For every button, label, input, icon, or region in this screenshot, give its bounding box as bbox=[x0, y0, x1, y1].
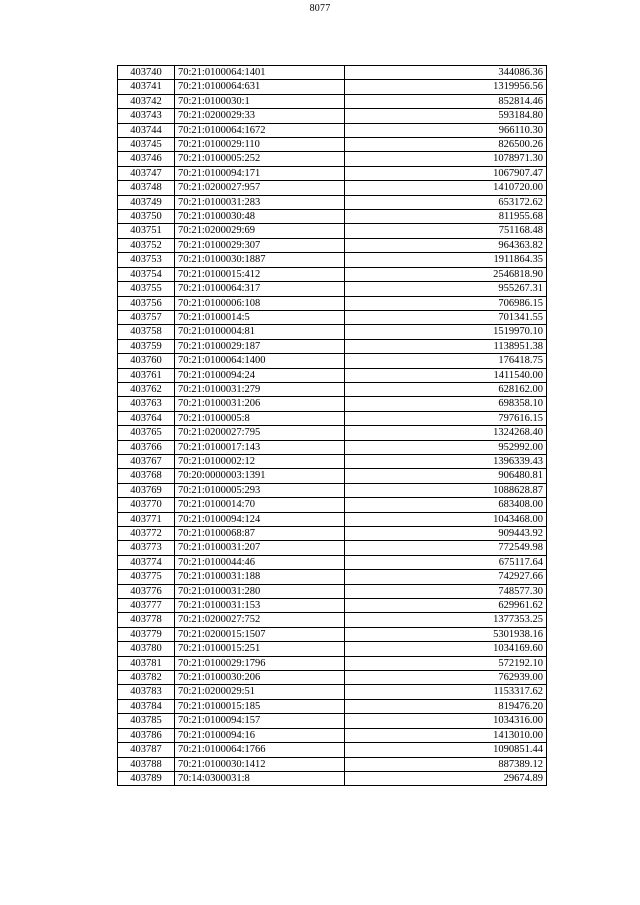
cadastral-number-cell: 70:21:0200015:1507 bbox=[175, 627, 345, 641]
table-row bbox=[118, 656, 547, 670]
table-row bbox=[118, 152, 547, 166]
row-id-cell: 403782 bbox=[118, 671, 175, 685]
table-row bbox=[118, 483, 547, 497]
cadastral-number-cell: 70:21:0100015:412 bbox=[175, 267, 345, 281]
cadastral-number-cell: 70:21:0100031:280 bbox=[175, 584, 345, 598]
cadastral-number-cell: 70:21:0200027:957 bbox=[175, 181, 345, 195]
table-row bbox=[118, 181, 547, 195]
table-row bbox=[118, 80, 547, 94]
row-id-cell: 403771 bbox=[118, 512, 175, 526]
cadastral-number-cell: 70:21:0100031:207 bbox=[175, 541, 345, 555]
cadastral-number-cell: 70:21:0100029:307 bbox=[175, 238, 345, 252]
cadastral-number-cell: 70:21:0100094:24 bbox=[175, 368, 345, 382]
cadastral-number-cell: 70:21:0100094:124 bbox=[175, 512, 345, 526]
table-row bbox=[118, 325, 547, 339]
cadastral-number-cell: 70:21:0200029:33 bbox=[175, 109, 345, 123]
value-cell: 748577.30 bbox=[345, 584, 547, 598]
row-id-cell: 403764 bbox=[118, 411, 175, 425]
value-cell: 29674.89 bbox=[345, 771, 547, 785]
table-row bbox=[118, 599, 547, 613]
cadastral-number-cell: 70:21:0100002:12 bbox=[175, 454, 345, 468]
table-row bbox=[118, 512, 547, 526]
value-cell: 675117.64 bbox=[345, 555, 547, 569]
row-id-cell: 403785 bbox=[118, 714, 175, 728]
value-cell: 593184.80 bbox=[345, 109, 547, 123]
table-row bbox=[118, 426, 547, 440]
cadastral-number-cell: 70:21:0200029:69 bbox=[175, 224, 345, 238]
row-id-cell: 403747 bbox=[118, 166, 175, 180]
cadastral-number-cell: 70:21:0200029:51 bbox=[175, 685, 345, 699]
cadastral-number-cell: 70:21:0100094:171 bbox=[175, 166, 345, 180]
row-id-cell: 403786 bbox=[118, 728, 175, 742]
row-id-cell: 403783 bbox=[118, 685, 175, 699]
cadastral-number-cell: 70:21:0200027:752 bbox=[175, 613, 345, 627]
table-row bbox=[118, 138, 547, 152]
table-row bbox=[118, 627, 547, 641]
row-id-cell: 403765 bbox=[118, 426, 175, 440]
value-cell: 629961.62 bbox=[345, 599, 547, 613]
row-id-cell: 403770 bbox=[118, 498, 175, 512]
row-id-cell: 403774 bbox=[118, 555, 175, 569]
row-id-cell: 403759 bbox=[118, 339, 175, 353]
table-row bbox=[118, 613, 547, 627]
table-row bbox=[118, 296, 547, 310]
row-id-cell: 403745 bbox=[118, 138, 175, 152]
cadastral-number-cell: 70:21:0100068:87 bbox=[175, 527, 345, 541]
row-id-cell: 403756 bbox=[118, 296, 175, 310]
table-body bbox=[118, 66, 547, 786]
row-id-cell: 403787 bbox=[118, 743, 175, 757]
value-cell: 955267.31 bbox=[345, 282, 547, 296]
value-cell: 852814.46 bbox=[345, 94, 547, 108]
value-cell: 5301938.16 bbox=[345, 627, 547, 641]
table-row bbox=[118, 397, 547, 411]
value-cell: 1911864.35 bbox=[345, 253, 547, 267]
row-id-cell: 403742 bbox=[118, 94, 175, 108]
table-row bbox=[118, 527, 547, 541]
row-id-cell: 403781 bbox=[118, 656, 175, 670]
cadastral-number-cell: 70:21:0100014:5 bbox=[175, 310, 345, 324]
value-cell: 964363.82 bbox=[345, 238, 547, 252]
row-id-cell: 403760 bbox=[118, 354, 175, 368]
value-cell: 751168.48 bbox=[345, 224, 547, 238]
value-cell: 1043468.00 bbox=[345, 512, 547, 526]
value-cell: 653172.62 bbox=[345, 195, 547, 209]
value-cell: 1413010.00 bbox=[345, 728, 547, 742]
value-cell: 701341.55 bbox=[345, 310, 547, 324]
row-id-cell: 403743 bbox=[118, 109, 175, 123]
cadastral-number-cell: 70:21:0100094:157 bbox=[175, 714, 345, 728]
table-row bbox=[118, 757, 547, 771]
table-row bbox=[118, 454, 547, 468]
cadastral-number-cell: 70:21:0100031:279 bbox=[175, 382, 345, 396]
table-row bbox=[118, 498, 547, 512]
table-row bbox=[118, 570, 547, 584]
row-id-cell: 403755 bbox=[118, 282, 175, 296]
table-row bbox=[118, 440, 547, 454]
row-id-cell: 403746 bbox=[118, 152, 175, 166]
table-row bbox=[118, 368, 547, 382]
row-id-cell: 403775 bbox=[118, 570, 175, 584]
table-row bbox=[118, 166, 547, 180]
value-cell: 819476.20 bbox=[345, 699, 547, 713]
cadastral-number-cell: 70:21:0100006:108 bbox=[175, 296, 345, 310]
row-id-cell: 403740 bbox=[118, 66, 175, 80]
row-id-cell: 403750 bbox=[118, 210, 175, 224]
table-row bbox=[118, 210, 547, 224]
value-cell: 176418.75 bbox=[345, 354, 547, 368]
row-id-cell: 403776 bbox=[118, 584, 175, 598]
table-row bbox=[118, 282, 547, 296]
table-row bbox=[118, 123, 547, 137]
row-id-cell: 403788 bbox=[118, 757, 175, 771]
row-id-cell: 403741 bbox=[118, 80, 175, 94]
cadastral-number-cell: 70:21:0100004:81 bbox=[175, 325, 345, 339]
value-cell: 344086.36 bbox=[345, 66, 547, 80]
value-cell: 1078971.30 bbox=[345, 152, 547, 166]
row-id-cell: 403761 bbox=[118, 368, 175, 382]
cadastral-number-cell: 70:21:0100030:206 bbox=[175, 671, 345, 685]
row-id-cell: 403769 bbox=[118, 483, 175, 497]
cadastral-number-cell: 70:21:0100044:46 bbox=[175, 555, 345, 569]
value-cell: 1088628.87 bbox=[345, 483, 547, 497]
value-cell: 772549.98 bbox=[345, 541, 547, 555]
value-cell: 811955.68 bbox=[345, 210, 547, 224]
value-cell: 1067907.47 bbox=[345, 166, 547, 180]
table-row bbox=[118, 714, 547, 728]
value-cell: 966110.30 bbox=[345, 123, 547, 137]
value-cell: 628162.00 bbox=[345, 382, 547, 396]
row-id-cell: 403752 bbox=[118, 238, 175, 252]
table-row bbox=[118, 267, 547, 281]
table-row bbox=[118, 728, 547, 742]
table-row bbox=[118, 66, 547, 80]
value-cell: 683408.00 bbox=[345, 498, 547, 512]
row-id-cell: 403778 bbox=[118, 613, 175, 627]
cadastral-number-cell: 70:21:0100015:185 bbox=[175, 699, 345, 713]
cadastral-number-cell: 70:21:0200027:795 bbox=[175, 426, 345, 440]
row-id-cell: 403744 bbox=[118, 123, 175, 137]
row-id-cell: 403762 bbox=[118, 382, 175, 396]
table-row bbox=[118, 469, 547, 483]
value-cell: 909443.92 bbox=[345, 527, 547, 541]
cadastral-number-cell: 70:21:0100005:252 bbox=[175, 152, 345, 166]
table-row bbox=[118, 109, 547, 123]
table-row bbox=[118, 555, 547, 569]
table-row bbox=[118, 642, 547, 656]
value-cell: 698358.10 bbox=[345, 397, 547, 411]
value-cell: 826500.26 bbox=[345, 138, 547, 152]
cadastral-number-cell: 70:21:0100029:110 bbox=[175, 138, 345, 152]
cadastral-value-table bbox=[117, 65, 547, 786]
table-row bbox=[118, 382, 547, 396]
cadastral-number-cell: 70:21:0100064:631 bbox=[175, 80, 345, 94]
cadastral-number-cell: 70:21:0100031:283 bbox=[175, 195, 345, 209]
row-id-cell: 403768 bbox=[118, 469, 175, 483]
row-id-cell: 403753 bbox=[118, 253, 175, 267]
table-row bbox=[118, 195, 547, 209]
value-cell: 1034169.60 bbox=[345, 642, 547, 656]
cadastral-number-cell: 70:14:0300031:8 bbox=[175, 771, 345, 785]
table-row bbox=[118, 253, 547, 267]
table-row bbox=[118, 224, 547, 238]
row-id-cell: 403749 bbox=[118, 195, 175, 209]
value-cell: 706986.15 bbox=[345, 296, 547, 310]
page-number: 8077 bbox=[309, 3, 331, 14]
value-cell: 1324268.40 bbox=[345, 426, 547, 440]
row-id-cell: 403777 bbox=[118, 599, 175, 613]
cadastral-number-cell: 70:21:0100064:317 bbox=[175, 282, 345, 296]
row-id-cell: 403773 bbox=[118, 541, 175, 555]
row-id-cell: 403772 bbox=[118, 527, 175, 541]
row-id-cell: 403748 bbox=[118, 181, 175, 195]
value-cell: 1396339.43 bbox=[345, 454, 547, 468]
cadastral-number-cell: 70:21:0100031:206 bbox=[175, 397, 345, 411]
row-id-cell: 403758 bbox=[118, 325, 175, 339]
value-cell: 887389.12 bbox=[345, 757, 547, 771]
cadastral-number-cell: 70:21:0100064:1401 bbox=[175, 66, 345, 80]
table-row bbox=[118, 238, 547, 252]
cadastral-number-cell: 70:21:0100064:1766 bbox=[175, 743, 345, 757]
row-id-cell: 403766 bbox=[118, 440, 175, 454]
table-row bbox=[118, 743, 547, 757]
cadastral-number-cell: 70:20:0000003:1391 bbox=[175, 469, 345, 483]
table-row bbox=[118, 94, 547, 108]
table-row bbox=[118, 339, 547, 353]
cadastral-number-cell: 70:21:0100031:188 bbox=[175, 570, 345, 584]
value-cell: 1319956.56 bbox=[345, 80, 547, 94]
cadastral-number-cell: 70:21:0100017:143 bbox=[175, 440, 345, 454]
cadastral-number-cell: 70:21:0100030:1887 bbox=[175, 253, 345, 267]
value-cell: 572192.10 bbox=[345, 656, 547, 670]
row-id-cell: 403767 bbox=[118, 454, 175, 468]
cadastral-number-cell: 70:21:0100030:1412 bbox=[175, 757, 345, 771]
table-row bbox=[118, 584, 547, 598]
value-cell: 952992.00 bbox=[345, 440, 547, 454]
table-row bbox=[118, 699, 547, 713]
row-id-cell: 403757 bbox=[118, 310, 175, 324]
cadastral-number-cell: 70:21:0100030:1 bbox=[175, 94, 345, 108]
value-cell: 797616.15 bbox=[345, 411, 547, 425]
value-cell: 1519970.10 bbox=[345, 325, 547, 339]
row-id-cell: 403754 bbox=[118, 267, 175, 281]
cadastral-number-cell: 70:21:0100094:16 bbox=[175, 728, 345, 742]
value-cell: 1410720.00 bbox=[345, 181, 547, 195]
table-row bbox=[118, 771, 547, 785]
table-row bbox=[118, 541, 547, 555]
value-cell: 1153317.62 bbox=[345, 685, 547, 699]
cadastral-number-cell: 70:21:0100030:48 bbox=[175, 210, 345, 224]
value-cell: 1411540.00 bbox=[345, 368, 547, 382]
cadastral-number-cell: 70:21:0100005:293 bbox=[175, 483, 345, 497]
row-id-cell: 403751 bbox=[118, 224, 175, 238]
table-row bbox=[118, 411, 547, 425]
table-row bbox=[118, 310, 547, 324]
value-cell: 742927.66 bbox=[345, 570, 547, 584]
cadastral-number-cell: 70:21:0100029:1796 bbox=[175, 656, 345, 670]
cadastral-number-cell: 70:21:0100015:251 bbox=[175, 642, 345, 656]
row-id-cell: 403789 bbox=[118, 771, 175, 785]
value-cell: 762939.00 bbox=[345, 671, 547, 685]
row-id-cell: 403763 bbox=[118, 397, 175, 411]
table-row bbox=[118, 354, 547, 368]
row-id-cell: 403780 bbox=[118, 642, 175, 656]
cadastral-number-cell: 70:21:0100029:187 bbox=[175, 339, 345, 353]
row-id-cell: 403779 bbox=[118, 627, 175, 641]
cadastral-number-cell: 70:21:0100014:70 bbox=[175, 498, 345, 512]
value-cell: 906480.81 bbox=[345, 469, 547, 483]
row-id-cell: 403784 bbox=[118, 699, 175, 713]
value-cell: 1090851.44 bbox=[345, 743, 547, 757]
cadastral-number-cell: 70:21:0100005:8 bbox=[175, 411, 345, 425]
table-row bbox=[118, 685, 547, 699]
cadastral-number-cell: 70:21:0100064:1672 bbox=[175, 123, 345, 137]
value-cell: 2546818.90 bbox=[345, 267, 547, 281]
cadastral-number-cell: 70:21:0100064:1400 bbox=[175, 354, 345, 368]
value-cell: 1138951.38 bbox=[345, 339, 547, 353]
value-cell: 1377353.25 bbox=[345, 613, 547, 627]
table-row bbox=[118, 671, 547, 685]
value-cell: 1034316.00 bbox=[345, 714, 547, 728]
cadastral-number-cell: 70:21:0100031:153 bbox=[175, 599, 345, 613]
